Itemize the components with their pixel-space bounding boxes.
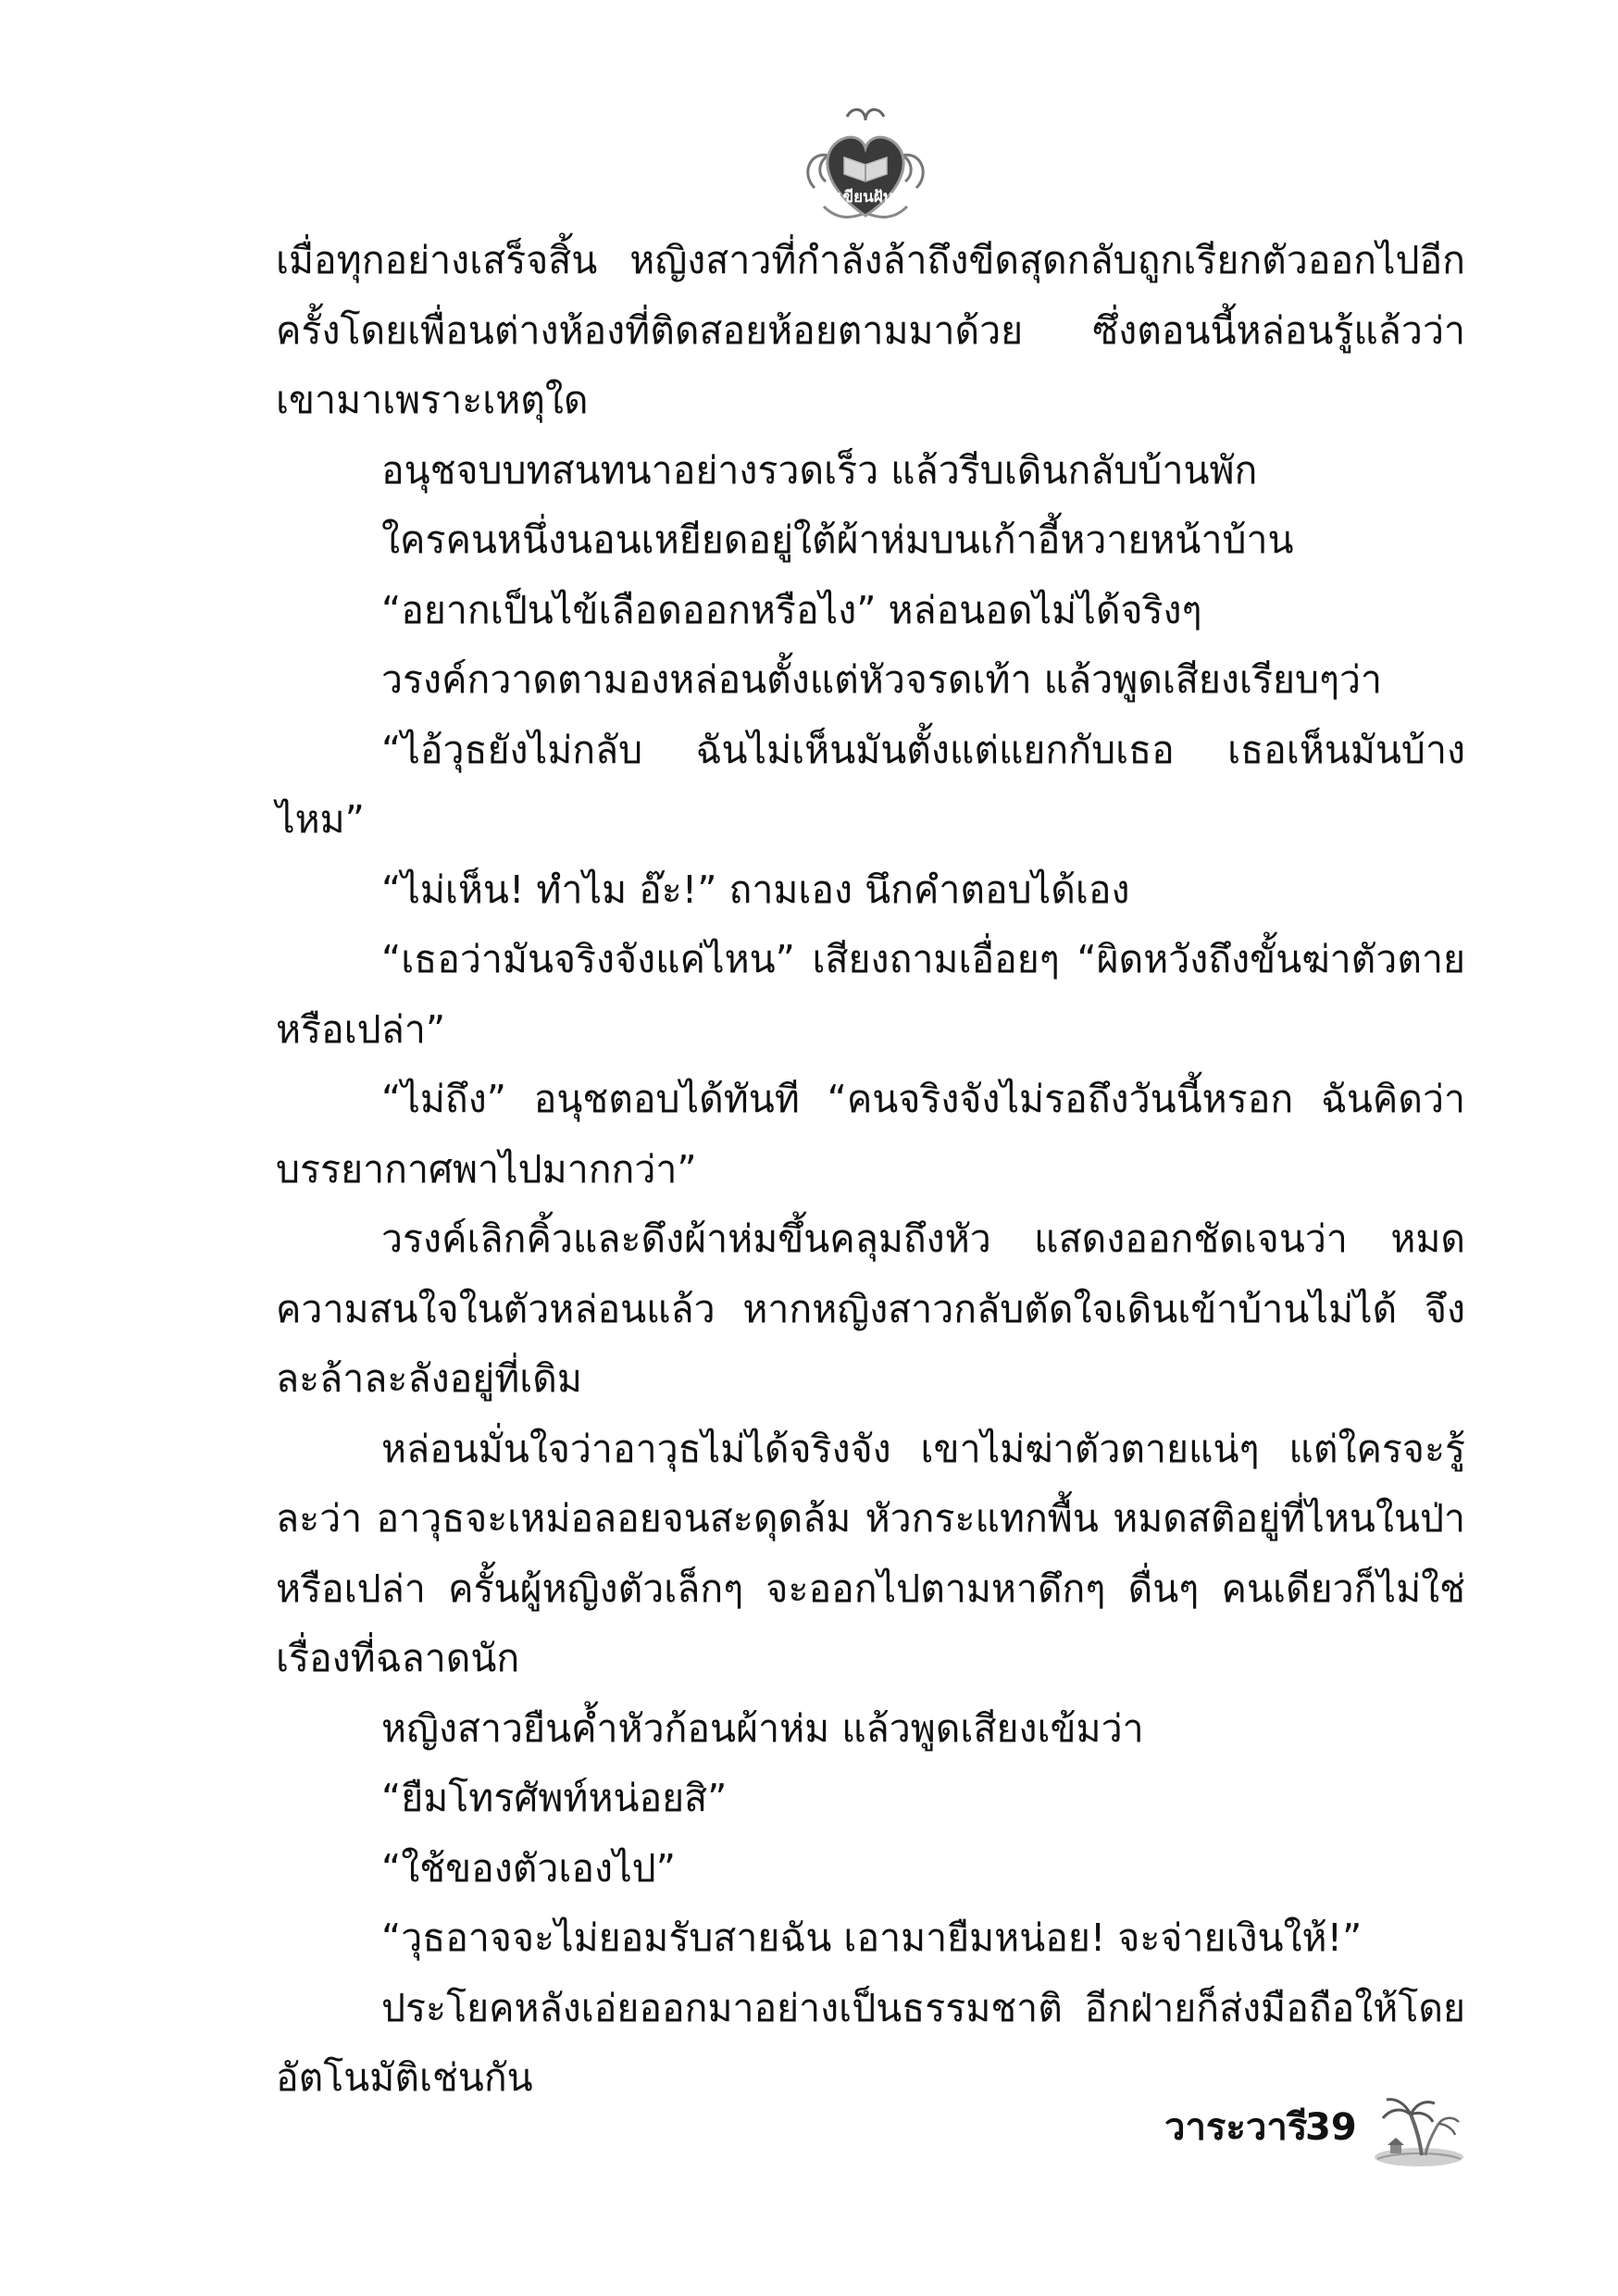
paragraph: “ยืมโทรศัพท์หน่อยสิ” <box>381 1776 728 1820</box>
paragraph: “ใช้ของตัวเองไป” <box>381 1845 676 1890</box>
paragraph: ประโยคหลังเอ่ยออกมาอย่างเป็นธรรมชาติ อีกฝ่ายก็ส่งมือถือให้โดยอัตโนมัติเช่นกัน <box>276 1985 1465 2100</box>
paragraph: “อยากเป็นไข้เลือดออกหรือไง” หล่อนอดไม่ได้จริงๆ <box>381 587 1202 632</box>
paragraph: “ไอ้วุธยังไม่กลับ ฉันไม่เห็นมันตั้งแต่แยกกับเธอ เธอเห็นมันบ้างไหม” <box>276 727 1465 842</box>
book-title: วาระวารี <box>1164 2106 1308 2149</box>
emblem-logo-icon <box>796 100 935 239</box>
story-body <box>276 226 1465 2114</box>
page-footer <box>0 2090 1618 2174</box>
paragraph: ใครคนหนึ่งนอนเหยียดอยู่ใต้ผ้าห่มบนเก้าอี้หวายหน้าบ้าน <box>381 518 1294 562</box>
paragraph: หล่อนมั่นใจว่าอาวุธไม่ได้จริงจัง เขาไม่ฆ่าตัวตายแน่ๆ แต่ใครจะรู้ละว่า อาวุธจะเหม่อลอยจนสะดุดล้ม หัวกระแทกพื้น หมดสติอยู่ที่ไหนในป่าหรือเปล่า ครั้นผู้หญิงตัวเล็กๆ จะออกไปตามหาดึกๆ ดื่นๆ คนเดียวก็ไม่ใช่เรื่องที่ฉลาดนัก <box>276 1426 1465 1680</box>
paragraph: วรงค์เลิกคิ้วและดึงผ้าห่มขึ้นคลุมถึงหัว แสดงออกชัดเจนว่า หมดความสนใจในตัวหล่อนแล้ว หากหญิงสาวกลับตัดใจเดินเข้าบ้านไม่ได้ จึงละล้าละลังอยู่ที่เดิม <box>276 1217 1465 1401</box>
paragraph: “ไม่เห็น! ทำไม อ๊ะ!” ถามเอง นึกคำตอบได้เอง <box>381 867 1130 912</box>
paragraph: “เธอว่ามันจริงจังแค่ไหน” เสียงถามเอื่อยๆ “ผิดหวังถึงขั้นฆ่าตัวตายหรือเปล่า” <box>276 937 1465 1052</box>
page-number: 39 <box>1305 2106 1357 2149</box>
paragraph: เมื่อทุกอย่างเสร็จสิ้น หญิงสาวที่กำลังล้าถึงขีดสุดกลับถูกเรียกตัวออกไปอีกครั้งโดยเพื่อนต่างห้องที่ติดสอยห้อยตามมาด้วย ซึ่งตอนนี้หล่อนรู้แล้วว่าเขามาเพราะเหตุใด <box>276 238 1465 422</box>
paragraph: วรงค์กวาดตามองหล่อนตั้งแต่หัวจรดเท้า แล้วพูดเสียงเรียบๆว่า <box>381 657 1383 702</box>
paragraph: อนุชจบบทสนทนาอย่างรวดเร็ว แล้วรีบเดินกลับบ้านพัก <box>381 447 1258 493</box>
logo-text: เขียนฝัน <box>837 188 894 206</box>
paragraph: หญิงสาวยืนค้ำหัวก้อนผ้าห่ม แล้วพูดเสียงเข้มว่า <box>381 1705 1144 1751</box>
paragraph: “ไม่ถึง” อนุชตอบได้ทันที “คนจริงจังไม่รอถึงวันนี้หรอก ฉันคิดว่าบรรยากาศพาไปมากกว่า” <box>276 1077 1465 1192</box>
palm-island-icon <box>1368 2090 1470 2174</box>
paragraph: “วุธอาจจะไม่ยอมรับสายฉัน เอามายืมหน่อย! จะจ่ายเงินให้!” <box>381 1915 1363 1960</box>
